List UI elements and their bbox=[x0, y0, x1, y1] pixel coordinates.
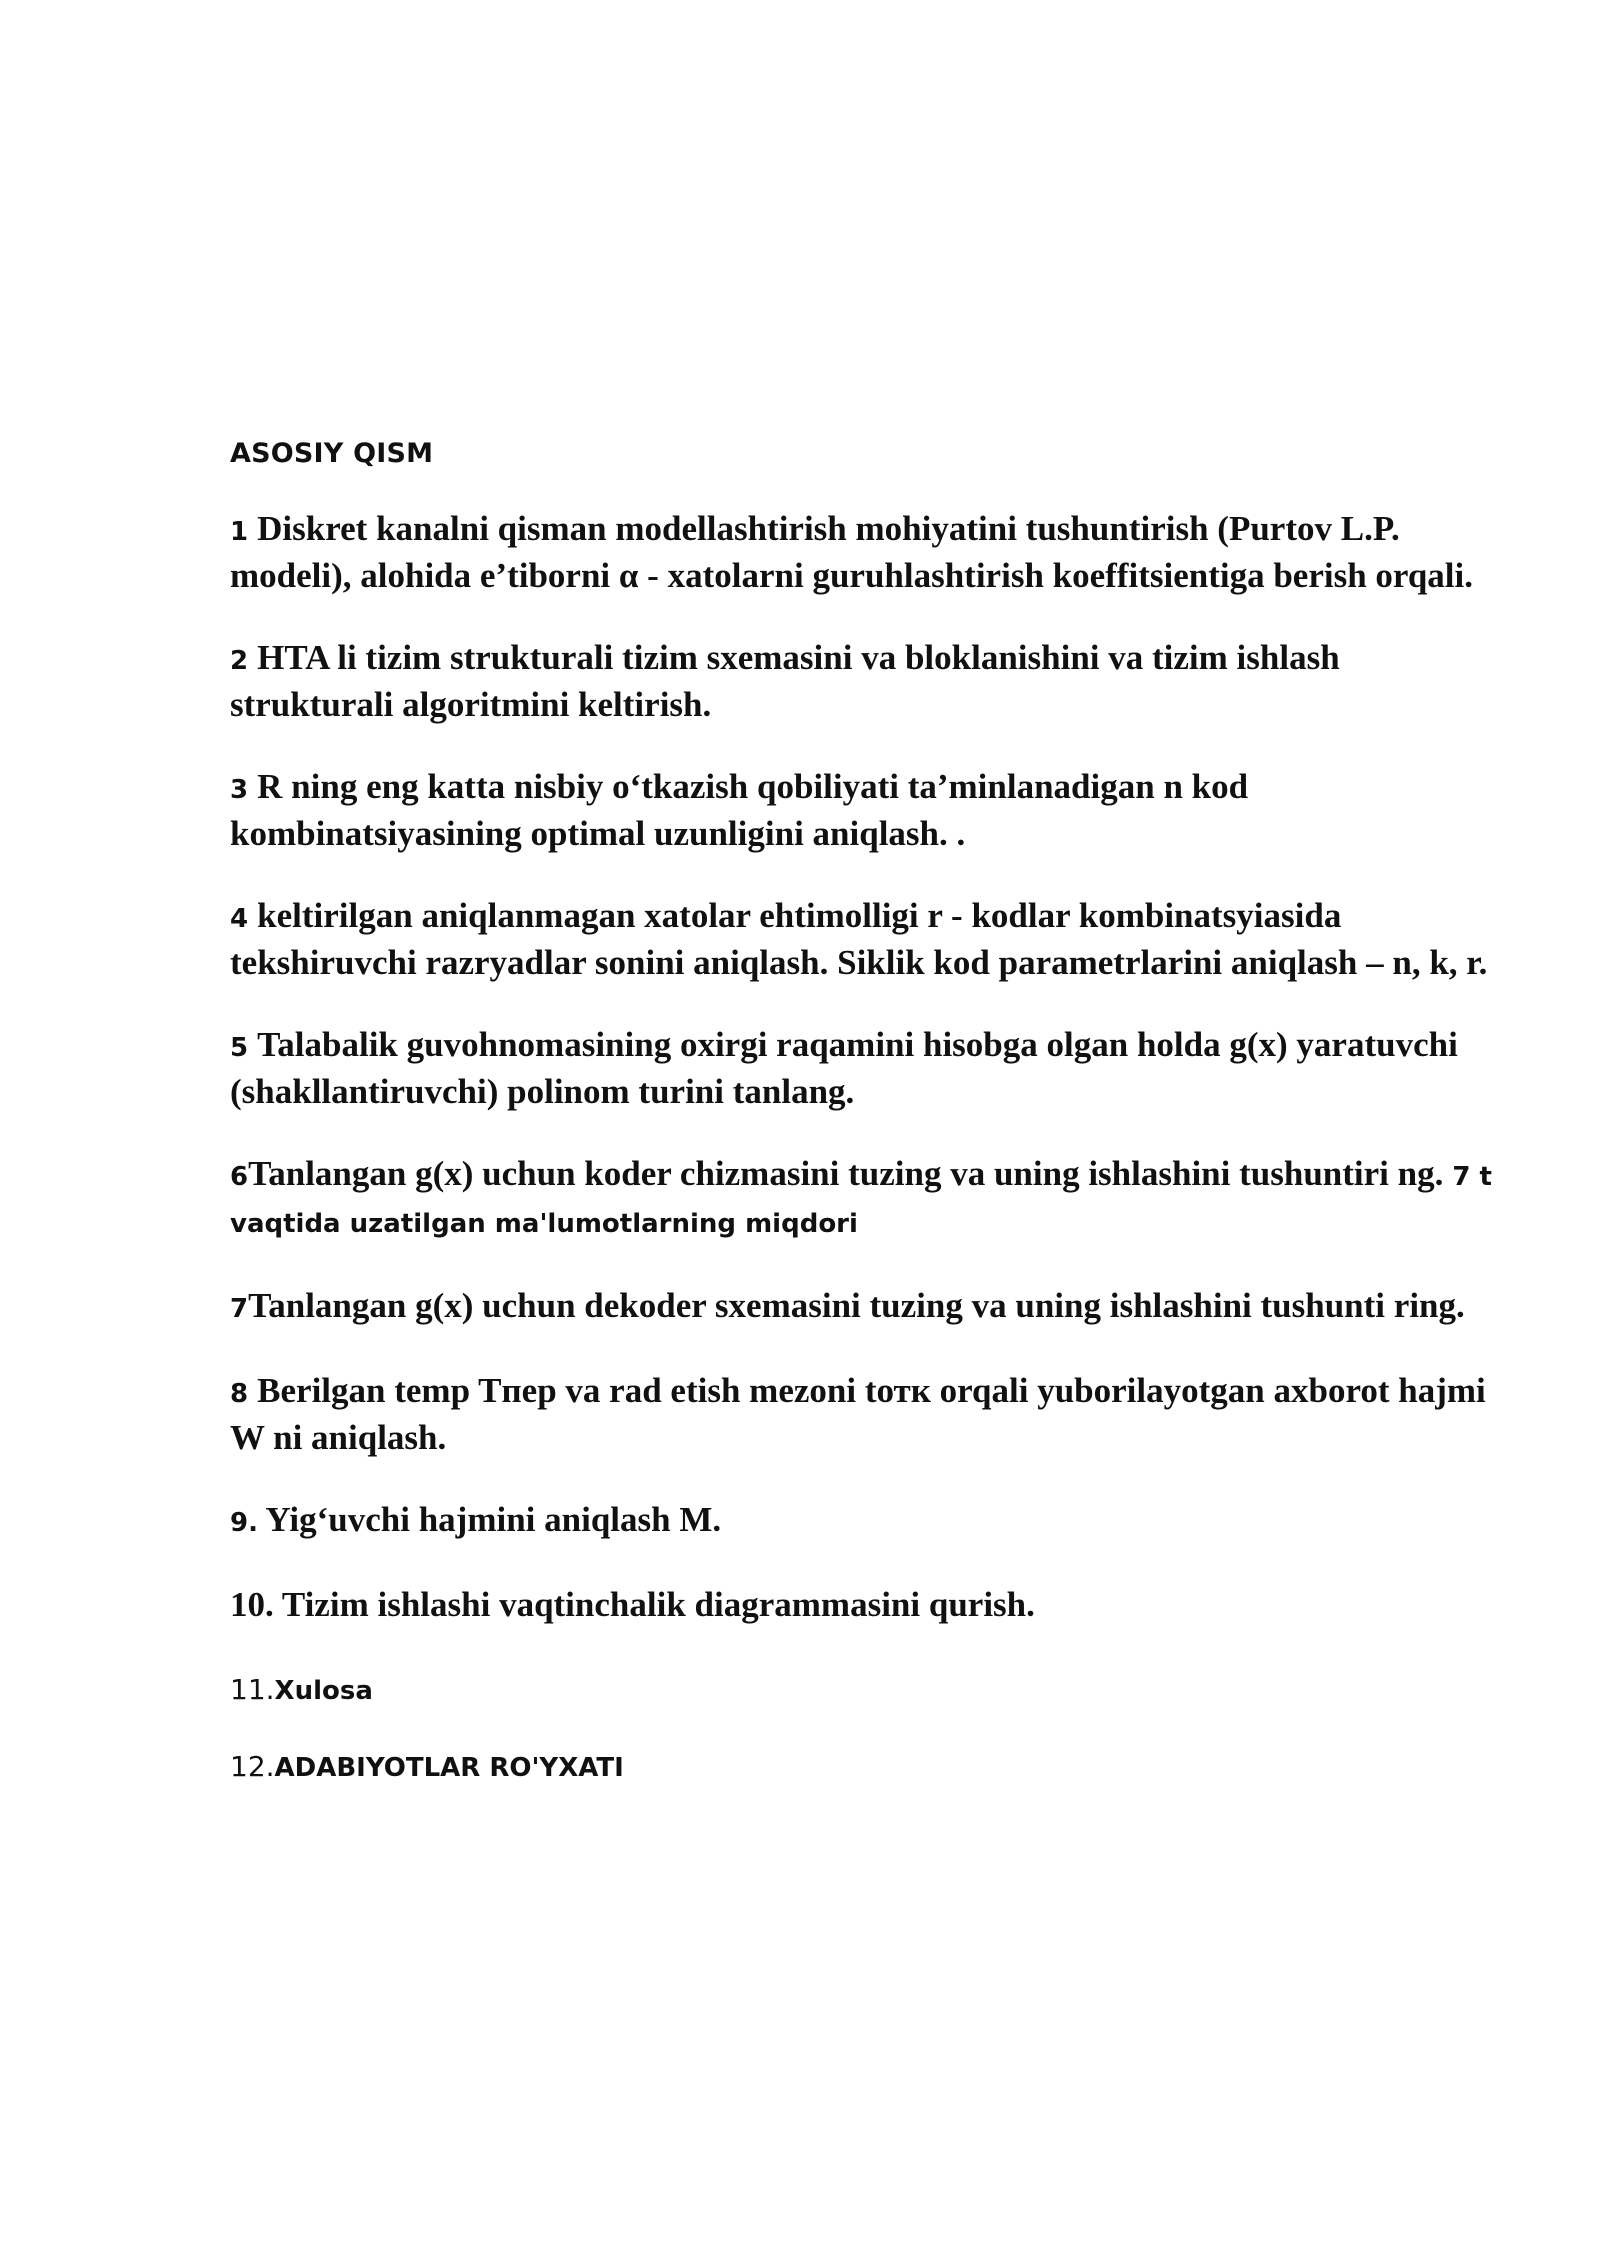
item-text: Talabalik guvohnomasining oxirgi raqamini hisobga olgan holda g(x) yaratuvchi (shakllantiruvchi) polinom turini tanlang. bbox=[230, 1025, 1458, 1111]
item-number: 1 bbox=[230, 517, 258, 547]
item-text: Tanlangan g(x) uchun dekoder sxemasini tuzing va uning ishlashini tushunti ring. bbox=[248, 1286, 1465, 1325]
item-number: 4 bbox=[230, 904, 258, 934]
item-text: Diskret kanalni qisman modellashtirish mohiyatini tushuntirish (Purtov L.P. modeli), alohida e’tiborni α - xatolarni guruhlashtirish koeffitsientiga berish orqali. bbox=[230, 509, 1473, 595]
list-item-11 bbox=[230, 1668, 1510, 1711]
list-item-8 bbox=[230, 1369, 1510, 1460]
item-note: 7 t vaqtida uzatilgan ma'lumotlarning miqdori bbox=[230, 1162, 1492, 1239]
item-number: 12. bbox=[230, 1750, 275, 1783]
item-number: 11. bbox=[230, 1673, 275, 1706]
list-item-5 bbox=[230, 1023, 1510, 1114]
item-text: R ning eng katta nisbiy o‘tkazish qobiliyati ta’minlanadigan n kod kombinatsiyasining optimal uzunligini aniqlash. . bbox=[230, 767, 1249, 853]
item-text: ADABIYOTLAR RO'YXATI bbox=[274, 1753, 624, 1783]
list-item-3 bbox=[230, 765, 1510, 856]
list-item-1 bbox=[230, 507, 1510, 598]
list-item-7 bbox=[230, 1284, 1510, 1331]
item-text: Tanlangan g(x) uchun koder chizmasini tuzing va uning ishlashini tushuntiri ng. bbox=[248, 1154, 1444, 1193]
item-number: 2 bbox=[230, 646, 258, 676]
item-text: Yig‘uvchi hajmini aniqlash M. bbox=[257, 1500, 722, 1539]
item-text: keltirilgan aniqlanmagan xatolar ehtimolligi r - kodlar kombinatsyiasida tekshiruvchi razryadlar sonini aniqlash. Siklik kod parametrlarini aniqlash – n, k, r. bbox=[230, 896, 1488, 982]
list-item-12 bbox=[230, 1745, 1510, 1788]
section-heading: ASOSIY QISM bbox=[230, 438, 434, 469]
item-number: 3 bbox=[230, 775, 258, 805]
list-item-4 bbox=[230, 894, 1510, 985]
item-text: Berilgan temp Tпер va rad etish mezoni tотк orqali yuborilayotgan axborot hajmi W ni aniqlash. bbox=[230, 1371, 1486, 1457]
list-item-6 bbox=[230, 1152, 1510, 1246]
item-text: 10. Tizim ishlashi vaqtinchalik diagrammasini qurish. bbox=[230, 1585, 1035, 1624]
item-text: Xulosa bbox=[274, 1676, 373, 1706]
item-number: 7 bbox=[230, 1294, 249, 1324]
list-item-10 bbox=[230, 1583, 1510, 1630]
document-page bbox=[230, 438, 1510, 1822]
item-number: 6 bbox=[230, 1162, 249, 1192]
item-text: HTA li tizim strukturali tizim sxemasini va bloklanishini va tizim ishlash strukturali algoritmini keltirish. bbox=[230, 638, 1340, 724]
item-number: 5 bbox=[230, 1033, 258, 1063]
item-number: 9. bbox=[230, 1508, 258, 1538]
list-item-2 bbox=[230, 636, 1510, 727]
list-item-9 bbox=[230, 1498, 1510, 1545]
item-number: 8 bbox=[230, 1379, 258, 1409]
